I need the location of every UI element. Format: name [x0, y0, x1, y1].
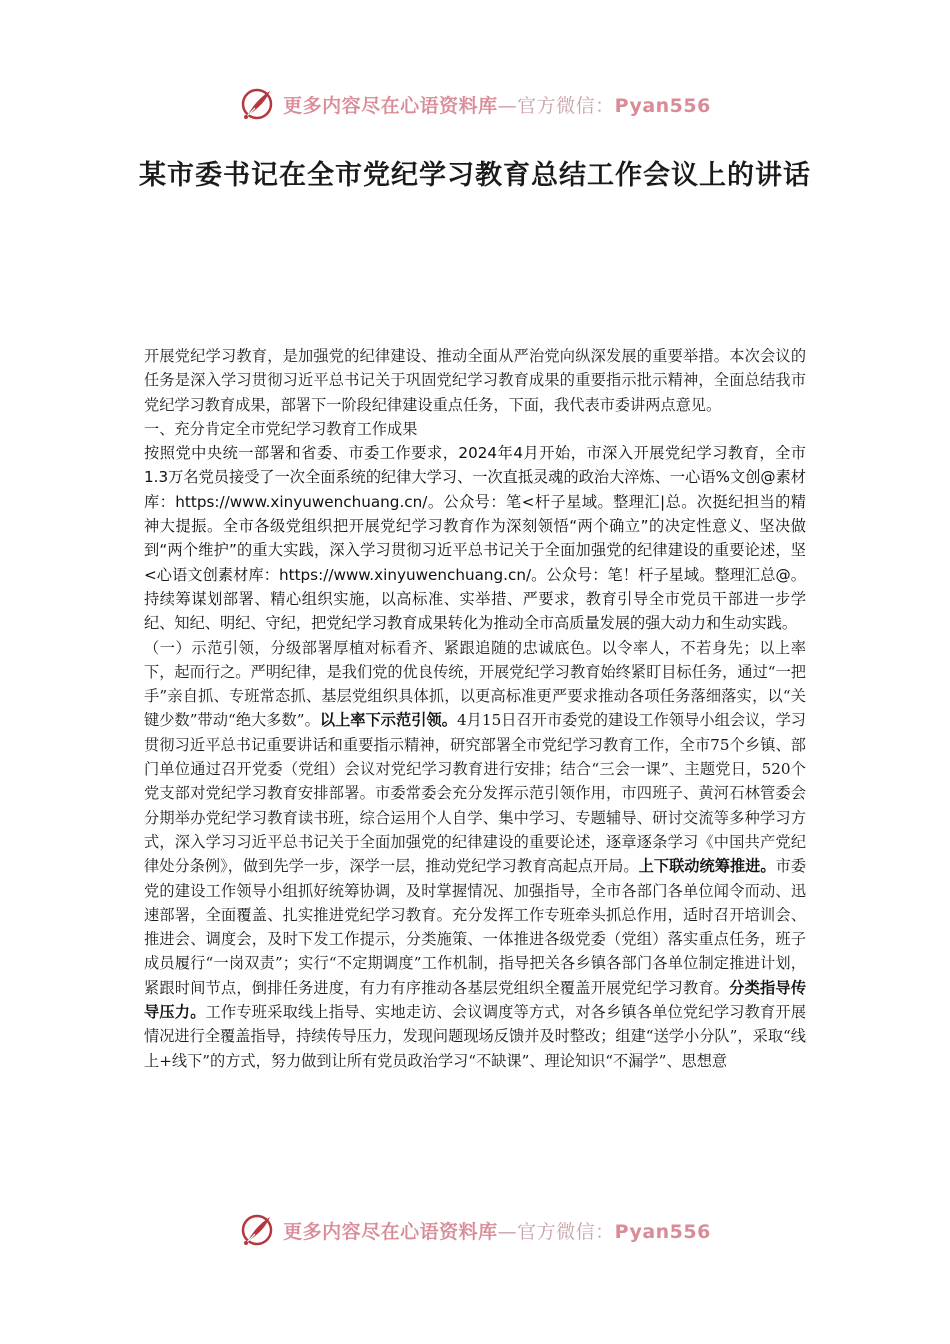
feather-pen-logo-icon: [239, 1212, 275, 1248]
bold-heading-1: 以上率下示范引领。: [319, 711, 457, 730]
bold-heading-2: 上下联动统筹推进。: [638, 857, 776, 876]
subsection1-paragraph: [144, 636, 806, 1073]
subsection1-text-4: 工作专班采取线上指导、实地走访、会议调度等方式，对各乡镇各单位党纪学习教育开展情况进行全覆盖指导，持续传导压力，发现问题现场反馈并及时整改；组建“送学小分队”，采取“线上+线下”的方式，努力做到让所有党员政治学习“不缺课”、理论知识“不漏学”、思想意: [144, 1003, 807, 1070]
header-banner: [0, 84, 950, 124]
footer-banner: [0, 1210, 950, 1250]
document-title: 某市委书记在全市党纪学习教育总结工作会议上的讲话: [139, 160, 811, 191]
section1-paragraph: 按照党中央统一部署和省委、市委工作要求，2024年4月开始，市深入开展党纪学习教育，全市1.3万名党员接受了一次全面系统的纪律大学习、一次直抵灵魂的政治大淬炼、一心语%文创@素材库：https://www.xinyuwenchuang.cn/。公众号：笔<杆子星域。整理汇|总。次挺纪担当的精神大提振。全市各级党组织把开展党纪学习教育作为深刻领悟“两个确立”的决定性意义、坚决做到“两个维护”的重大实践，深入学习贯彻习近平总书记关于全面加强党的纪律建设的重要论述，坚<心语文创素材库：https://www.xinyuwenchuang.cn/。公众号：笔！杆子星域。整理汇总@。持续筹谋划部署、精心组织实施，以高标准、实举措、严要求，教育引导全市党员干部进一步学纪、知纪、明纪、守纪，把党纪学习教育成果转化为推动全市高质量发展的强大动力和生动实践。: [144, 444, 806, 633]
feather-pen-logo-icon: [239, 86, 275, 122]
subsection1-text-2: 4月15日召开市委党的建设工作领导小组会议，学习贯彻习近平总书记重要讲话和重要指示精神，研究部署全市党纪学习教育工作，全市75个乡镇、部门单位通过召开党委（党组）会议对党纪学习教育进行安排；结合“三会一课”、主题党日，520个党支部对党纪学习教育安排部署。市委常委会充分发挥示范引领作用，市四班子、黄河石林管委会分期举办党纪学习教育读书班，综合运用个人自学、集中学习、专题辅导、研讨交流等多种学习方式，深入学习习近平总书记关于全面加强党的纪律建设的重要论述，逐章逐条学习《中国共产党纪律处分条例》，做到先学一步，深学一层，推动党纪学习教育高起点开局。: [144, 711, 806, 876]
subsection1-text-1: （一）示范引领，分级部署厚植对标看齐、紧跟追随的忠诚底色。以令率人，不若身先；以上率下，起而行之。严明纪律，是我们党的优良传统，开展党纪学习教育始终紧盯目标任务，通过“一把手”亲自抓、专班常态抓、基层党组织具体抓，以更高标准更严要求推动各项任务落细落实，以“关键少数”带动“绝大多数”。: [144, 638, 806, 730]
bold-heading-3: 分类指导传导压力。: [144, 978, 807, 1022]
footer-banner-text: 更多内容尽在心语资料库—官方微信：Pyan556: [283, 1220, 711, 1243]
section1-heading: 一、充分肯定全市党纪学习教育工作成果: [144, 419, 418, 438]
subsection1-text-3: 市委党的建设工作领导小组抓好统筹协调，及时掌握情况、加强指导，全市各部门各单位闻令而动、迅速部署，全面覆盖、扎实推进党纪学习教育。充分发挥工作专班牵头抓总作用，适时召开培训会、推进会、调度会，及时下发工作提示，分类施策、一体推进各级党委（党组）落实重点任务，班子成员履行“一岗双责”；实行“不定期调度”工作机制，指导把关各乡镇各部门各单位制定推进计划，紧跟时间节点，倒排任务进度，有力有序推动各基层党组织全覆盖开展党纪学习教育。: [144, 857, 806, 997]
document-body: [144, 344, 806, 1073]
header-banner-text: 更多内容尽在心语资料库—官方微信：Pyan556: [283, 94, 711, 117]
intro-paragraph: 开展党纪学习教育，是加强党的纪律建设、推动全面从严治党向纵深发展的重要举措。本次会议的任务是深入学习贯彻习近平总书记关于巩固党纪学习教育成果的重要指示批示精神，全面总结我市党纪学习教育成果，部署下一阶段纪律建设重点任务，下面，我代表市委讲两点意见。: [144, 347, 806, 414]
